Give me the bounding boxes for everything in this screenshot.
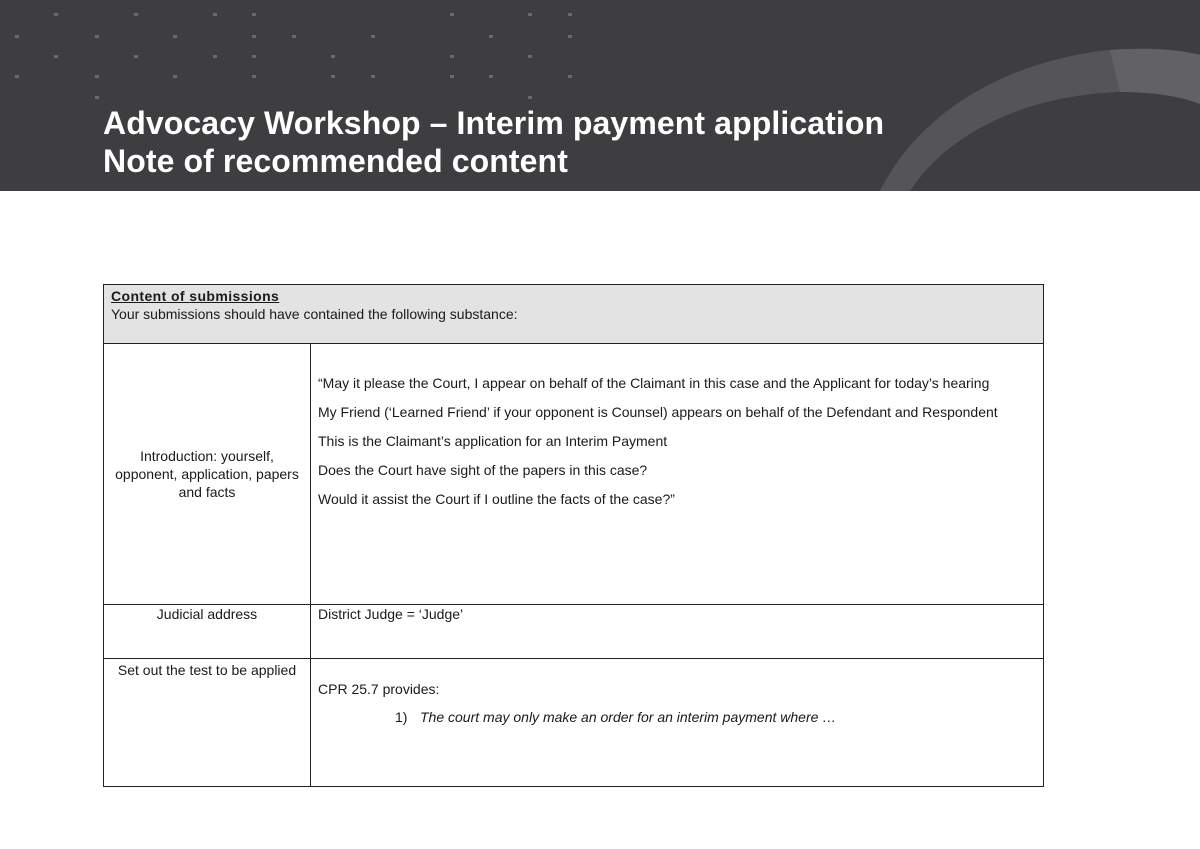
- table-row: [104, 659, 1044, 787]
- row-label: [104, 659, 311, 787]
- row-label-text: Set out the test to be applied: [117, 662, 297, 678]
- page-title: [103, 104, 884, 180]
- paragraph: This is the Claimant’s application for an Interim Payment: [318, 433, 668, 449]
- title-line-1: Advocacy Workshop – Interim payment application: [103, 105, 885, 141]
- title-line-2: Note of recommended content: [103, 143, 568, 179]
- row-label: [104, 605, 311, 659]
- list-text: The court may only make an order for an interim payment where …: [420, 709, 837, 725]
- list-number: 1): [395, 709, 408, 725]
- row-text: CPR 25.7 provides:: [318, 681, 440, 697]
- table-header-cell: [104, 285, 1044, 344]
- table-row: [104, 344, 1044, 605]
- paragraph: “May it please the Court, I appear on behalf of the Claimant in this case and the Applicant for today’s hearing: [318, 375, 990, 391]
- row-label-text: Judicial address: [156, 606, 258, 622]
- table-subheading: Your submissions should have contained the following substance:: [111, 306, 518, 322]
- table-row: [104, 605, 1044, 659]
- row-label: [104, 344, 311, 605]
- row-content: [311, 605, 1044, 659]
- numbered-item: [318, 708, 1033, 726]
- row-content: [311, 344, 1044, 605]
- paragraph: My Friend (‘Learned Friend’ if your opponent is Counsel) appears on behalf of the Defendant and Respondent: [318, 404, 998, 420]
- header-banner: [0, 0, 1200, 191]
- row-content: [311, 659, 1044, 787]
- table-heading: Content of submissions: [111, 288, 280, 304]
- row-label-text: Introduction: yourself, opponent, application, papers and facts: [115, 448, 299, 500]
- row-text: District Judge = ‘Judge’: [318, 606, 464, 622]
- paragraph: Does the Court have sight of the papers in this case?: [318, 462, 648, 478]
- paragraph: Would it assist the Court if I outline the facts of the case?”: [318, 491, 675, 507]
- table-header-row: [104, 285, 1044, 344]
- submissions-table: [103, 284, 1044, 787]
